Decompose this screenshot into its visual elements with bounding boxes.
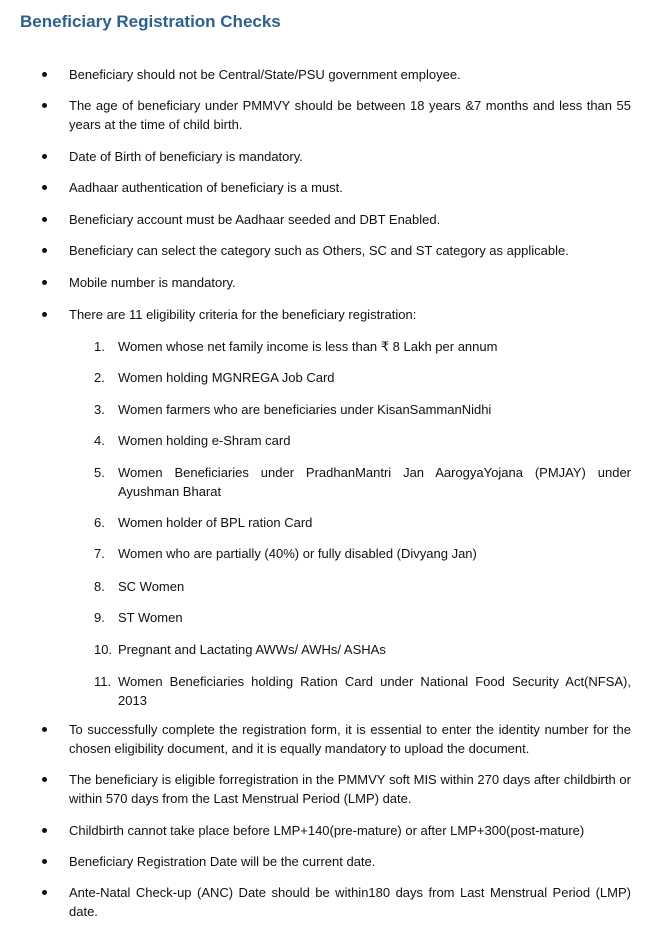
criteria-number: 10. (94, 642, 113, 657)
criteria-text: SC Women (118, 579, 185, 594)
criteria-number: 4. (94, 433, 105, 448)
criteria-text: Women who are partially (40%) or fully disabled (Divyang Jan) (118, 546, 477, 561)
criteria-text: Women holder of BPL ration Card (118, 515, 313, 530)
criteria-number: 5. (94, 465, 105, 480)
bullet-text: Childbirth cannot take place before LMP+140(pre-mature) or after LMP+300(post-mature) (69, 823, 585, 838)
bullet-text: Beneficiary account must be Aadhaar seeded and DBT Enabled. (69, 212, 441, 227)
criteria-number: 8. (94, 579, 105, 594)
bullet-dot-icon (42, 777, 47, 782)
bullet-text: Ante-Natal Check-up (ANC) Date should be within180 days from Last Menstrual Period (LMP) date. (69, 885, 631, 919)
bullet-text: Beneficiary should not be Central/State/PSU government employee. (69, 67, 461, 82)
criteria-text: Women Beneficiaries under PradhanMantri Jan AarogyaYojana (PMJAY) under Ayushman Bharat (118, 465, 631, 499)
bullet-dot-icon (42, 859, 47, 864)
criteria-number: 11. (94, 674, 112, 689)
criteria-text: ST Women (118, 610, 183, 625)
bullet-dot-icon (42, 154, 47, 159)
bullet-dot-icon (42, 828, 47, 833)
bullet-text: There are 11 eligibility criteria for the beneficiary registration: (69, 307, 417, 322)
bullet-text: The age of beneficiary under PMMVY should be between 18 years &7 months and less than 55 years at the time of child birth. (69, 98, 631, 132)
criteria-text: Pregnant and Lactating AWWs/ AWHs/ ASHAs (118, 642, 386, 657)
criteria-number: 9. (94, 610, 105, 625)
bullet-dot-icon (42, 185, 47, 190)
bullet-dot-icon (42, 312, 47, 317)
bullet-dot-icon (42, 280, 47, 285)
criteria-number: 3. (94, 402, 105, 417)
page-title: Beneficiary Registration Checks (20, 12, 281, 31)
bullet-dot-icon (42, 103, 47, 108)
criteria-number: 1. (94, 339, 105, 354)
bullet-text: Mobile number is mandatory. (69, 275, 236, 290)
bullet-dot-icon (42, 890, 47, 895)
bullet-dot-icon (42, 217, 47, 222)
bullet-dot-icon (42, 727, 47, 732)
criteria-number: 7. (94, 546, 105, 561)
bullet-text: Aadhaar authentication of beneficiary is a must. (69, 180, 343, 195)
bullet-text: The beneficiary is eligible forregistration in the PMMVY soft MIS within 270 days after childbirth or within 570 days from the Last Menstrual Period (LMP) date. (69, 772, 631, 806)
criteria-number: 6. (94, 515, 105, 530)
bullet-text: To successfully complete the registration form, it is essential to enter the identity number for the chosen eligibility document, and it is equally mandatory to upload the document. (69, 722, 631, 756)
criteria-text: Women Beneficiaries holding Ration Card under National Food Security Act(NFSA), 2013 (118, 674, 631, 708)
bullet-text: Date of Birth of beneficiary is mandatory. (69, 149, 303, 164)
criteria-text: Women farmers who are beneficiaries under KisanSammanNidhi (118, 402, 492, 417)
criteria-text: Women holding e-Shram card (118, 433, 291, 448)
bullet-text: Beneficiary can select the category such as Others, SC and ST category as applicable. (69, 243, 569, 258)
criteria-text: Women holding MGNREGA Job Card (118, 370, 335, 385)
criteria-text: Women whose net family income is less than ₹ 8 Lakh per annum (118, 339, 498, 354)
bullet-text: Beneficiary Registration Date will be the current date. (69, 854, 376, 869)
bullet-dot-icon (42, 248, 47, 253)
criteria-number: 2. (94, 370, 105, 385)
bullet-dot-icon (42, 72, 47, 77)
